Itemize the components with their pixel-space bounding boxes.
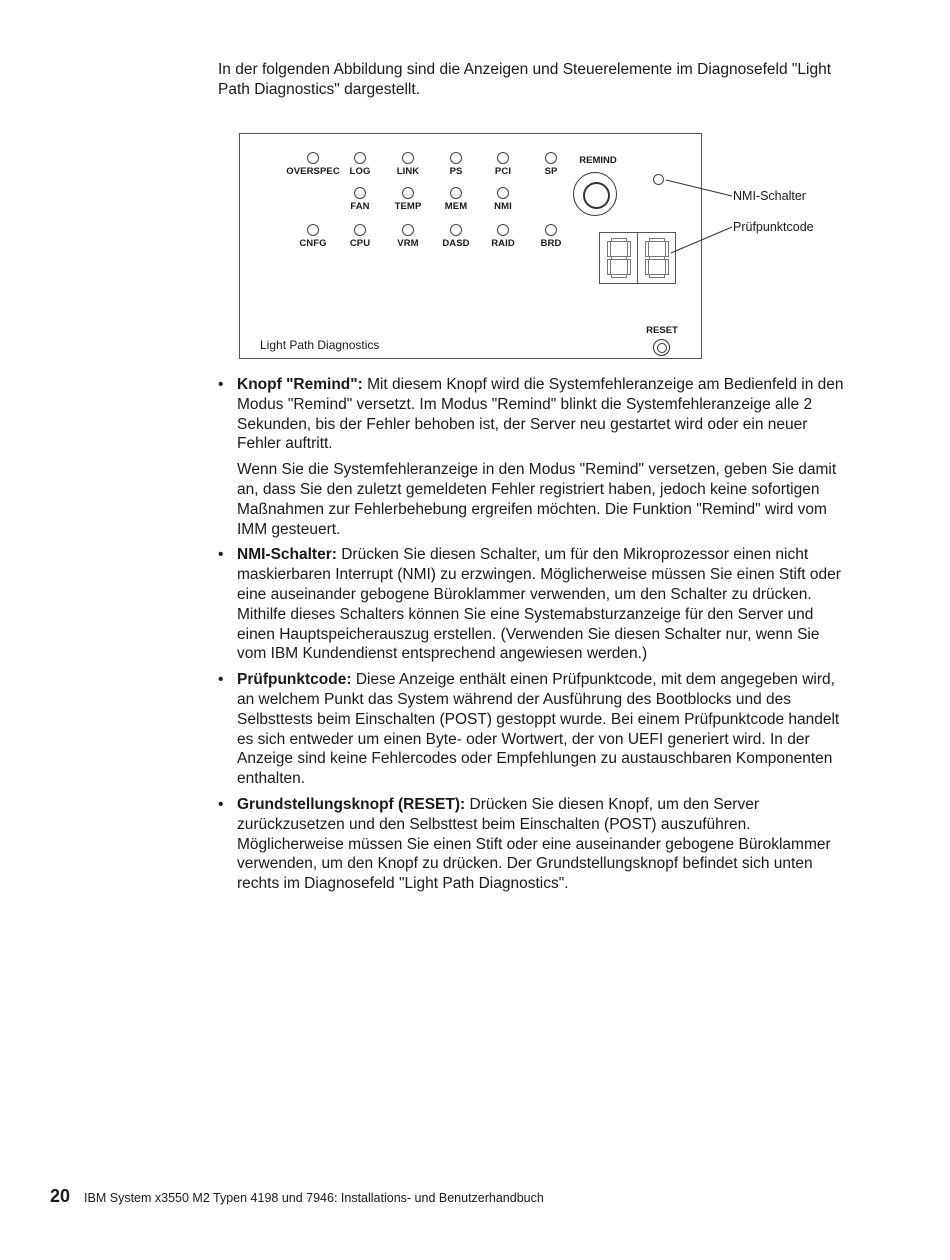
led-cnfg: CNFG [283,224,343,249]
led-indicator [450,224,462,236]
led-indicator [307,224,319,236]
term-reset: Grundstellungsknopf (RESET): [237,795,466,813]
led-indicator [545,224,557,236]
checkpoint-callout: Prüfpunktcode [733,220,814,234]
led-fan: FAN [330,187,390,212]
led-cpu: CPU [330,224,390,249]
led-dasd: DASD [426,224,486,249]
led-sp: SP [521,152,581,177]
remind-note: Wenn Sie die Systemfehleranzeige in den Modus "Remind" versetzen, geben Sie damit an, dass Sie den zuletzt gemeldeten Fehler registriert haben, jedoch keine sofortigen Maßnahmen zur Fehlerbehebung ergreifen möchten. Die Funktion "Remind" wird vom IMM gesteuert. [237,461,837,538]
led-vrm: VRM [378,224,438,249]
led-indicator [307,152,319,164]
led-indicator [354,224,366,236]
list-item-nmi: • NMI-Schalter: Drücken Sie diesen Schalter, um für den Mikroprozessor einen nicht maskierbaren Interrupt (NMI) zu erzwingen. Möglicherweise müssen Sie einen Stift oder eine auseinander gebogene Büroklammer verwenden, um den Schalter zu drücken. Mithilfe dieses Schalters können Sie eine Systemabsturzanzeige für den Server und einen Hauptspeicherauszug erstellen. (Verwenden Sie diesen Schalter nur, wenn Sie vom IBM Kundendienst entsprechend angewiesen werden.) [218,546,841,663]
led-indicator [497,152,509,164]
led-indicator [545,152,557,164]
reset-label: RESET [646,325,678,336]
led-raid: RAID [473,224,533,249]
remind-label: REMIND [579,155,617,166]
list-item-reset: • Grundstellungsknopf (RESET): Drücken Sie diesen Knopf, um den Server zurückzusetzen und den Selbsttest beim Einschalten (POST) auszuführen. Möglicherweise müssen Sie einen Stift oder eine auseinander gebogene Büroklammer verwenden, um den Knopf zu drücken. Der Grundstellungsknopf befindet sich unten rechts im Diagnosefeld "Light Path Diagnostics". [218,795,831,893]
led-nmi: NMI [473,187,533,212]
led-indicator [497,224,509,236]
term-nmi: NMI-Schalter: [237,546,337,564]
nmi-switch[interactable] [653,174,664,185]
list-item-checkpoint: • Prüfpunktcode: Diese Anzeige enthält einen Prüfpunktcode, mit dem angegeben wird, an welchem Punkt das System während der Ausführung des Bootblocks und des Selbsttests beim Einschalten (POST) gestoppt wurde. Bei einem Prüfpunktcode handelt es sich entweder um einen Byte- oder Wortwert, der von UEFI generiert wird. In der Anzeige sind keine Fehlercodes oder Empfehlungen zu austauschbaren Komponenten enthalten. [218,671,840,788]
description-list [218,375,844,900]
panel-caption: Light Path Diagnostics [260,338,380,352]
led-indicator [450,152,462,164]
led-ps: PS [426,152,486,177]
term-remind: Knopf "Remind": [237,376,363,393]
list-item-remind: • Knopf "Remind": Mit diesem Knopf wird die Systemfehleranzeige am Bedienfeld in den Modus "Remind" versetzt. Im Modus "Remind" blinkt die Systemfehleranzeige alle 2 Sekunden, bis der Fehler behoben ist, der Server neu gestartet wird oder ein neuer Fehler auftritt. Wenn Sie die Systemfehleranzeige in den Modus "Remind" versetzen, geben Sie damit an, dass Sie den zuletzt gemeldeten Fehler registriert haben, jedoch keine sofortigen Maßnahmen zur Fehlerbehebung ergreifen möchten. Die Funktion "Remind" wird vom IMM gesteuert. [218,376,844,538]
led-indicator [497,187,509,199]
led-indicator [450,187,462,199]
led-brd: BRD [521,224,581,249]
led-indicator [402,187,414,199]
bullet-icon: • [218,795,224,813]
led-indicator [402,152,414,164]
led-indicator [402,224,414,236]
led-mem: MEM [426,187,486,212]
term-checkpoint: Prüfpunktcode: [237,671,352,689]
bullet-icon: • [218,671,224,689]
led-log: LOG [330,152,390,177]
led-link: LINK [378,152,438,177]
led-pci: PCI [473,152,533,177]
seven-segment-digit [604,238,634,278]
bullet-icon: • [218,376,224,393]
nmi-switch-callout: NMI-Schalter [733,189,806,203]
footer-title: IBM System x3550 M2 Typen 4198 und 7946: Installations- und Benutzerhandbuch [84,1191,544,1205]
led-temp: TEMP [378,187,438,212]
remind-button[interactable] [573,172,617,216]
led-indicator [354,152,366,164]
led-overspec: OVERSPEC [283,152,343,177]
light-path-diagnostics-panel [239,133,702,359]
page-number: 20 [50,1186,71,1206]
checkpoint-code-display [599,232,676,284]
intro-paragraph: In der folgenden Abbildung sind die Anzeigen und Steuerelemente im Diagnosefeld "Light Path Diagnostics" dargestellt. [218,61,832,98]
reset-button[interactable] [653,339,670,356]
led-indicator [354,187,366,199]
bullet-icon: • [218,546,224,564]
seven-segment-digit [642,238,672,278]
page-footer [50,1186,544,1207]
